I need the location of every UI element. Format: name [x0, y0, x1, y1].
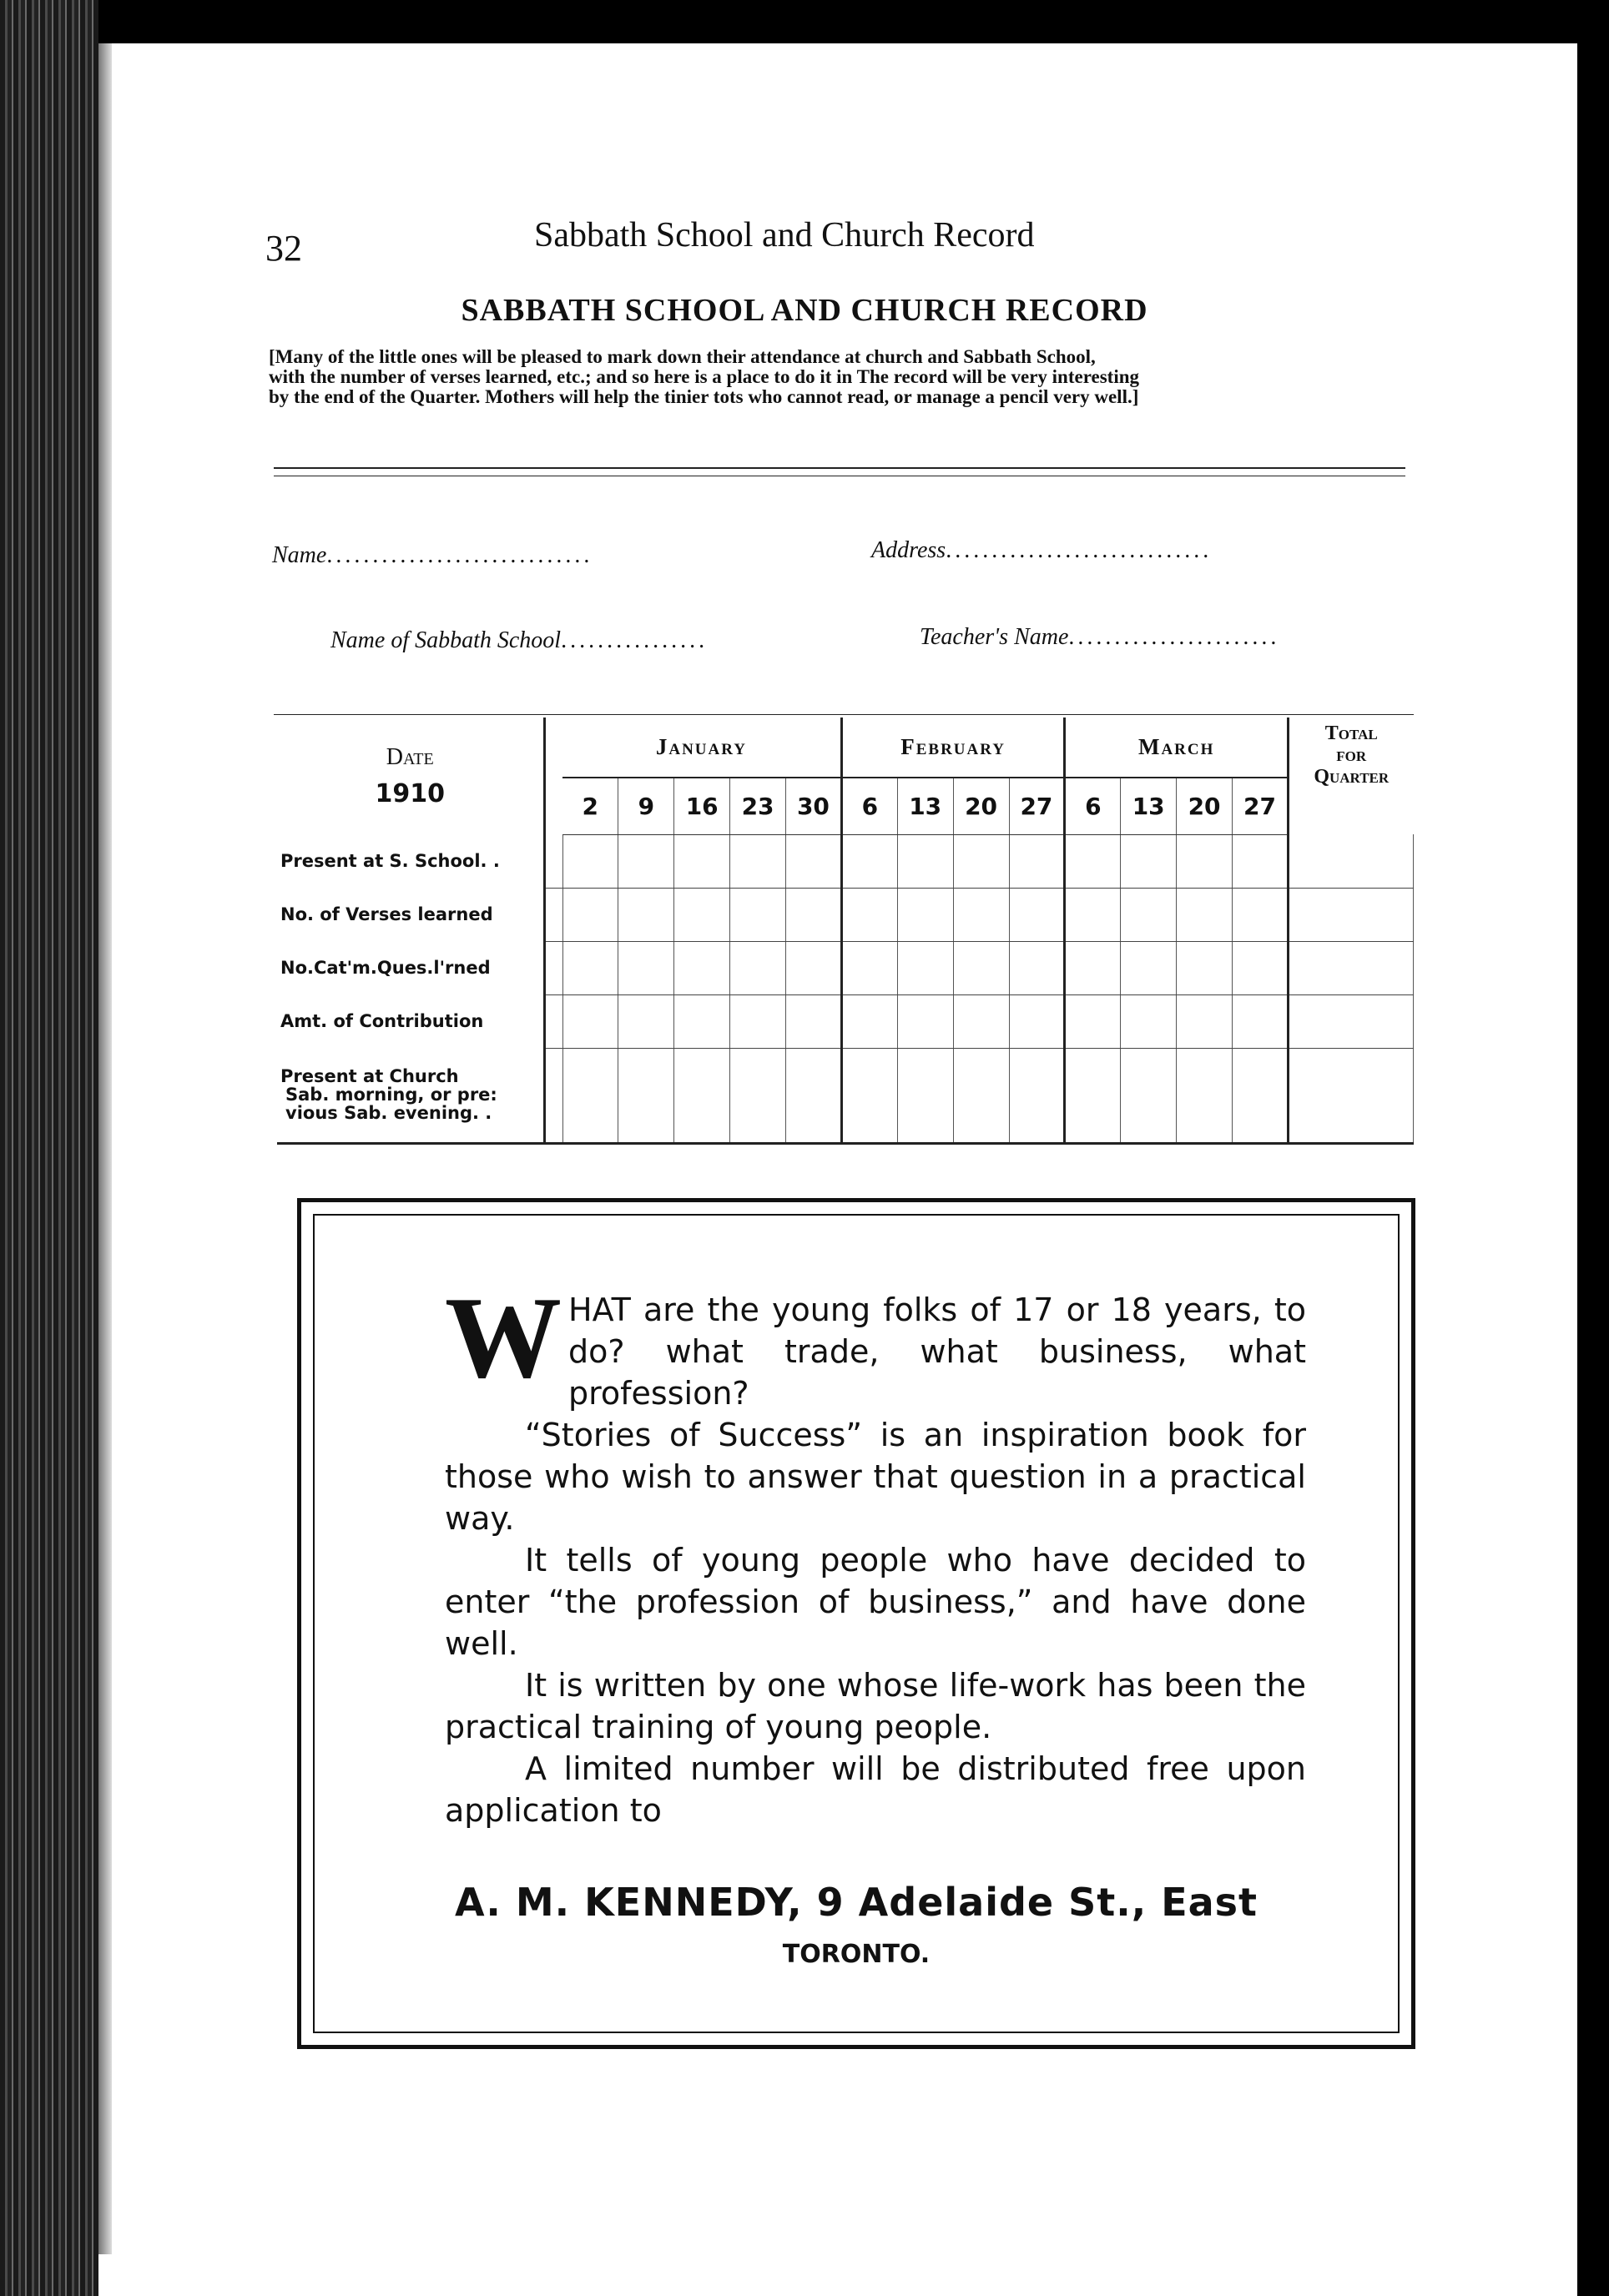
intro-line: [Many of the little ones will be pleased to mark down their attendance at church and Sabbath School, — [269, 346, 1096, 367]
entry-cell[interactable] — [562, 941, 618, 994]
entry-cell[interactable] — [1121, 834, 1177, 888]
ad-paragraph: A limited number will be distributed free upon application to — [445, 1750, 1306, 1829]
entry-cell[interactable] — [1177, 834, 1233, 888]
day-header: 9 — [618, 778, 674, 834]
entry-cell[interactable] — [1009, 888, 1065, 941]
scan-right-border — [1577, 43, 1609, 2296]
day-header: 6 — [1065, 778, 1121, 834]
table-row — [277, 834, 1414, 888]
month-february: February — [841, 718, 1065, 778]
entry-cell[interactable] — [1121, 1048, 1177, 1143]
entry-cell[interactable] — [1065, 888, 1121, 941]
entry-cell[interactable] — [1121, 888, 1177, 941]
spacer-cell — [544, 994, 562, 1048]
advertiser-name-address: A. M. KENNEDY, 9 Adelaide St., East — [454, 1880, 1258, 1925]
day-header: 30 — [786, 778, 842, 834]
row-label: Present at S. School. . — [277, 834, 544, 888]
sabbath-school-field[interactable]: Name of Sabbath School................ — [330, 627, 709, 653]
total-label: Total — [1324, 723, 1378, 744]
entry-cell[interactable] — [674, 941, 730, 994]
entry-cell[interactable] — [897, 888, 953, 941]
row-label: No.Cat'm.Ques.l'rned — [277, 941, 544, 994]
entry-cell[interactable] — [897, 994, 953, 1048]
advertisement-inner-border — [313, 1214, 1400, 2033]
entry-cell[interactable] — [618, 941, 674, 994]
entry-cell[interactable] — [897, 941, 953, 994]
entry-cell[interactable] — [897, 1048, 953, 1143]
entry-cell[interactable] — [953, 941, 1009, 994]
entry-cell[interactable] — [730, 1048, 786, 1143]
row-label-church — [277, 1048, 544, 1143]
table-row — [277, 1048, 1414, 1143]
entry-cell[interactable] — [1065, 1048, 1121, 1143]
entry-cell[interactable] — [1121, 994, 1177, 1048]
day-header: 6 — [841, 778, 897, 834]
day-header: 16 — [674, 778, 730, 834]
attendance-table — [277, 718, 1414, 1143]
row-label: Amt. of Contribution — [277, 994, 544, 1048]
entry-cell[interactable] — [786, 834, 842, 888]
entry-cell[interactable] — [730, 888, 786, 941]
ad-paragraph-text: HAT are the young folks of 17 or 18 years, to do? what trade, what business, what profession? — [568, 1292, 1306, 1412]
entry-cell[interactable] — [786, 888, 842, 941]
entry-cell[interactable] — [786, 994, 842, 1048]
spacer-cell — [544, 888, 562, 941]
month-january: January — [562, 718, 841, 778]
scan-top-border — [0, 0, 1609, 43]
entry-cell[interactable] — [786, 941, 842, 994]
entry-cell[interactable] — [1233, 888, 1289, 941]
record-title: SABBATH SCHOOL AND CHURCH RECORD — [461, 293, 1148, 328]
table-row — [277, 941, 1414, 994]
total-cell[interactable] — [1289, 888, 1414, 941]
entry-cell[interactable] — [1177, 941, 1233, 994]
table-row — [277, 888, 1414, 941]
row-label: No. of Verses learned — [277, 888, 544, 941]
entry-cell[interactable] — [562, 834, 618, 888]
date-header — [277, 718, 544, 834]
entry-cell[interactable] — [1177, 888, 1233, 941]
ad-paragraph: “Stories of Success” is an inspiration book for those who wish to answer that question in a practical way. — [445, 1417, 1306, 1537]
entry-cell[interactable] — [618, 994, 674, 1048]
intro-line: with the number of verses learned, etc.; and so here is a place to do it in The record will be very interesting — [269, 366, 1139, 387]
entry-cell[interactable] — [1233, 941, 1289, 994]
spacer-cell — [544, 834, 562, 888]
entry-cell[interactable] — [730, 834, 786, 888]
entry-cell[interactable] — [1065, 994, 1121, 1048]
book-spine-edge — [0, 0, 98, 2296]
ad-paragraph: It tells of young people who have decided to enter “the profession of business,” and have done well. — [445, 1542, 1306, 1662]
day-header: 13 — [897, 778, 953, 834]
entry-cell[interactable] — [1233, 994, 1289, 1048]
double-rule-top — [274, 467, 1405, 469]
entry-cell[interactable] — [618, 1048, 674, 1143]
entry-cell[interactable] — [1177, 1048, 1233, 1143]
entry-cell[interactable] — [730, 941, 786, 994]
entry-cell[interactable] — [674, 1048, 730, 1143]
name-label: Name — [272, 542, 327, 568]
drop-cap: W — [445, 1273, 562, 1402]
spacer-cell — [544, 1048, 562, 1143]
total-for-quarter-header — [1289, 718, 1414, 834]
entry-cell[interactable] — [1009, 1048, 1065, 1143]
year-label: 1910 — [375, 778, 445, 808]
entry-cell[interactable] — [897, 834, 953, 888]
date-label: Date — [386, 743, 434, 770]
entry-cell[interactable] — [953, 994, 1009, 1048]
entry-cell[interactable] — [841, 994, 897, 1048]
page-right-margin — [1571, 43, 1577, 2296]
column-spacer — [544, 718, 562, 834]
day-header: 20 — [1177, 778, 1233, 834]
intro-line: by the end of the Quarter. Mothers will help the tinier tots who cannot read, or manage a pencil very well.] — [269, 386, 1139, 407]
teacher-name-label: Teacher's Name — [920, 624, 1069, 650]
total-cell[interactable] — [1289, 994, 1414, 1048]
entry-cell[interactable] — [1009, 834, 1065, 888]
entry-cell[interactable] — [1233, 834, 1289, 888]
day-header: 27 — [1009, 778, 1065, 834]
entry-cell[interactable] — [562, 1048, 618, 1143]
total-cell[interactable] — [1289, 941, 1414, 994]
row-label-line: Sab. morning, or pre: — [285, 1085, 497, 1105]
total-cell[interactable] — [1289, 834, 1414, 888]
sabbath-school-label: Name of Sabbath School — [330, 627, 562, 653]
day-header: 27 — [1233, 778, 1289, 834]
row-label-line: Present at Church — [280, 1066, 459, 1087]
ad-paragraph: It is written by one whose life-work has been the practical training of young people. — [445, 1667, 1306, 1745]
page-gutter-shadow — [98, 43, 112, 2254]
day-header: 2 — [562, 778, 618, 834]
advertisement-body — [445, 1273, 1306, 1831]
for-label: for — [1336, 744, 1367, 766]
total-cell[interactable] — [1289, 1048, 1414, 1143]
advertiser-city: TORONTO. — [782, 1940, 931, 1969]
entry-cell[interactable] — [730, 994, 786, 1048]
teacher-name-field[interactable]: Teacher's Name....................... — [920, 624, 1280, 650]
entry-cell[interactable] — [1121, 941, 1177, 994]
ad-paragraph — [445, 1273, 1306, 1414]
record-intro — [269, 347, 1412, 407]
entry-cell[interactable] — [1009, 941, 1065, 994]
entry-cell[interactable] — [674, 888, 730, 941]
row-label-line: vious Sab. evening. . — [285, 1103, 492, 1124]
quarter-label: Quarter — [1314, 766, 1390, 788]
entry-cell[interactable] — [841, 888, 897, 941]
entry-cell[interactable] — [786, 1048, 842, 1143]
table-top-rule — [274, 714, 1414, 715]
month-march: March — [1065, 718, 1289, 778]
entry-cell[interactable] — [618, 888, 674, 941]
address-label: Address — [871, 537, 946, 563]
entry-cell[interactable] — [1065, 941, 1121, 994]
entry-cell[interactable] — [841, 834, 897, 888]
entry-cell[interactable] — [841, 941, 897, 994]
entry-cell[interactable] — [1009, 994, 1065, 1048]
entry-cell[interactable] — [674, 834, 730, 888]
entry-cell[interactable] — [953, 834, 1009, 888]
spacer-cell — [544, 941, 562, 994]
day-header: 23 — [730, 778, 786, 834]
entry-cell[interactable] — [562, 994, 618, 1048]
address-field[interactable]: Address............................. — [871, 537, 1213, 563]
entry-cell[interactable] — [841, 1048, 897, 1143]
entry-cell[interactable] — [618, 834, 674, 888]
day-header: 13 — [1121, 778, 1177, 834]
entry-cell[interactable] — [953, 1048, 1009, 1143]
page-number: 32 — [265, 228, 302, 269]
entry-cell[interactable] — [674, 994, 730, 1048]
entry-cell[interactable] — [1233, 1048, 1289, 1143]
entry-cell[interactable] — [562, 888, 618, 941]
entry-cell[interactable] — [1065, 834, 1121, 888]
running-head: Sabbath School and Church Record — [534, 216, 1035, 254]
day-header: 20 — [953, 778, 1009, 834]
name-field[interactable]: Name............................. — [272, 542, 593, 568]
table-row — [277, 994, 1414, 1048]
entry-cell[interactable] — [953, 888, 1009, 941]
entry-cell[interactable] — [1177, 994, 1233, 1048]
advertisement-box — [297, 1198, 1415, 2049]
